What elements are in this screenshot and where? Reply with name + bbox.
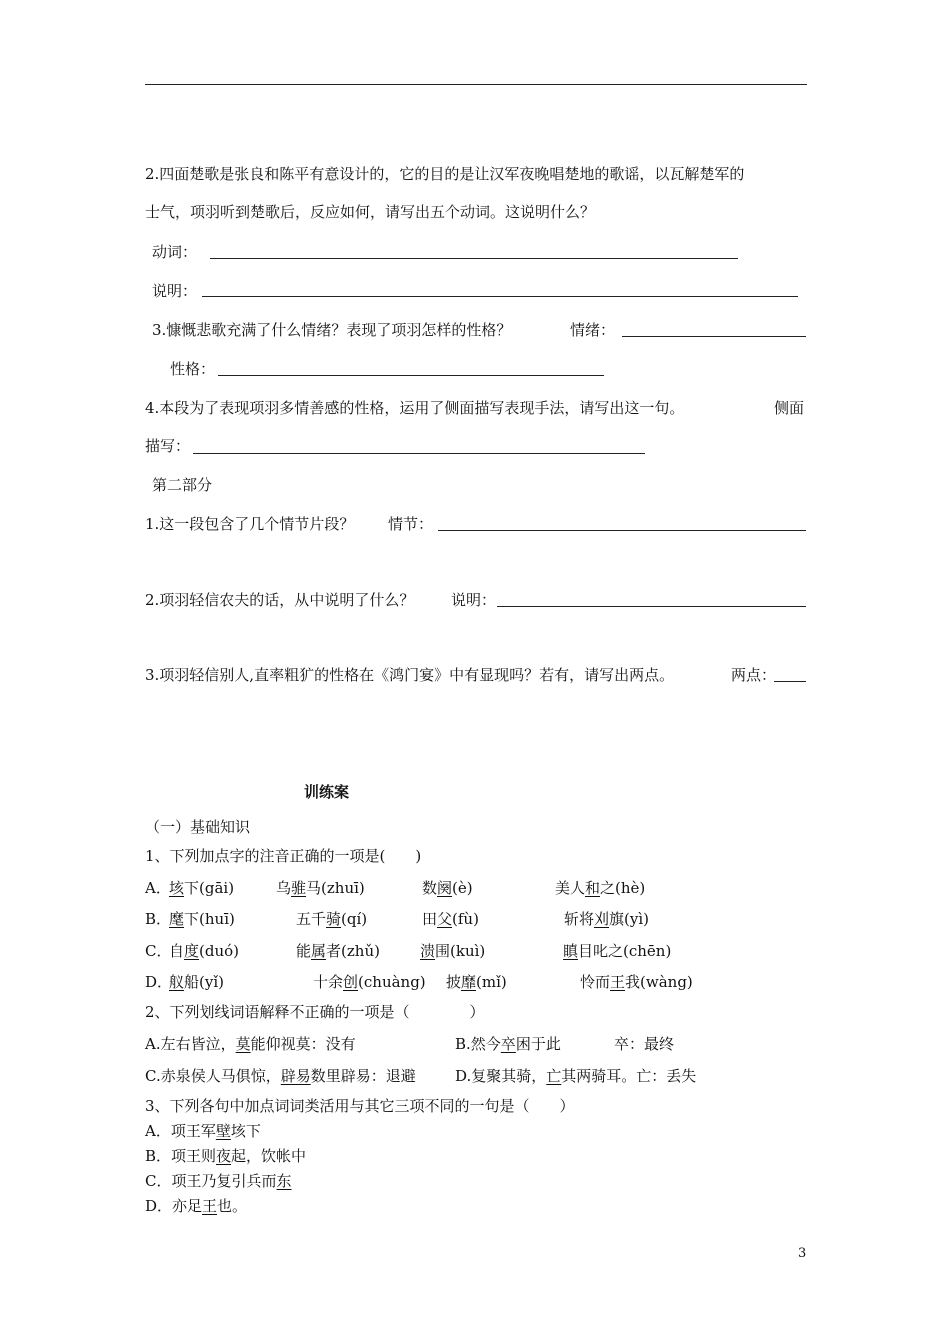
mc-q2-option-b[interactable]: B.然今卒困于此 xyxy=(455,1035,561,1053)
mc-q3-option-c[interactable]: C．项王乃复引兵而东 xyxy=(145,1172,292,1190)
option-item: 瞋目叱之(chēn) xyxy=(563,942,672,960)
option-item: 怜而王我(wàng) xyxy=(580,973,693,991)
part-2-question-3: 3.项羽轻信别人,直率粗犷的性格在《鸿门宴》中有显现吗？若有，请写出两点。 xyxy=(145,666,675,684)
mc-question-2-stem: 2、下列划线词语解释不正确的一项是（ ） xyxy=(145,1003,485,1021)
question-2-line-1: 2.四面楚歌是张良和陈平有意设计的，它的目的是让汉军夜晚唱楚地的歌谣，以瓦解楚军的 xyxy=(145,165,745,183)
mc-question-3-stem: 3、下列各句中加点词词类活用与其它三项不同的一句是（ ） xyxy=(145,1097,575,1115)
part-2-question-1: 1.这一段包含了几个情节片段？ xyxy=(145,515,355,533)
option-item: 乌骓马(zhuī) xyxy=(276,879,365,897)
mc-q3-option-b[interactable]: B．项王则夜起，饮帐中 xyxy=(145,1147,307,1165)
option-item: 自度(duó) xyxy=(169,942,240,960)
part-2-explain-label: 说明： xyxy=(451,591,497,609)
header-rule xyxy=(145,84,807,85)
question-4-line-2: 描写： xyxy=(145,437,191,455)
training-title: 训练案 xyxy=(304,783,350,801)
two-points-answer-blank[interactable] xyxy=(774,681,806,682)
basic-knowledge-heading: （一）基础知识 xyxy=(145,818,251,836)
option-item: 十余创(chuàng) xyxy=(313,973,426,991)
mc-q3-option-d[interactable]: D．亦足王也。 xyxy=(145,1197,248,1215)
explain-answer-blank[interactable] xyxy=(202,296,798,297)
mc-q2-option-b-explanation: 卒：最终 xyxy=(614,1035,675,1053)
plot-answer-blank[interactable] xyxy=(438,530,806,531)
mc-question-1-stem: 1、下列加点字的注音正确的一项是( ) xyxy=(145,847,422,865)
option-item: 数阕(è) xyxy=(422,879,473,897)
part-2-heading: 第二部分 xyxy=(152,476,213,494)
emotion-answer-blank[interactable] xyxy=(622,336,806,337)
verbs-answer-blank[interactable] xyxy=(210,258,738,259)
option-letter: A． xyxy=(145,879,171,897)
question-3-line: 3.慷慨悲歌充满了什么情绪？表现了项羽怎样的性格？ xyxy=(152,321,512,339)
option-item: 垓下(gāi) xyxy=(169,879,235,897)
character-answer-blank[interactable] xyxy=(218,375,604,376)
page-number: 3 xyxy=(798,1246,807,1261)
option-item: 能属者(zhǔ) xyxy=(296,942,380,960)
option-letter: B． xyxy=(145,910,172,928)
question-4-line-1: 4.本段为了表现项羽多情善感的性格，运用了侧面描写表现手法，请写出这一句。 xyxy=(145,399,685,417)
mc-q2-option-a[interactable]: A.左右皆泣，莫能仰视莫：没有 xyxy=(145,1035,356,1053)
option-item: 田父(fù) xyxy=(422,910,479,928)
option-item: 舣船(yǐ) xyxy=(169,973,224,991)
character-label: 性格： xyxy=(170,360,216,378)
part-2-question-2: 2.项羽轻信农夫的话，从中说明了什么？ xyxy=(145,591,415,609)
mc-q3-option-a[interactable]: A．项王军壁垓下 xyxy=(145,1122,261,1140)
option-item: 披靡(mǐ) xyxy=(446,973,507,991)
option-item: 斩将刈旗(yì) xyxy=(564,910,650,928)
option-item: 溃围(kuì) xyxy=(420,942,486,960)
emotion-label: 情绪： xyxy=(570,321,616,339)
option-item: 麾下(huī) xyxy=(169,910,235,928)
mc-q2-option-d[interactable]: D.复聚其骑，亡其两骑耳。亡：丢失 xyxy=(455,1067,697,1085)
option-item: 美人和之(hè) xyxy=(555,879,646,897)
side-description-label: 侧面 xyxy=(774,399,805,417)
verbs-label: 动词： xyxy=(152,243,198,261)
explain-label: 说明： xyxy=(152,282,198,300)
two-points-label: 两点： xyxy=(731,666,777,684)
option-letter: C． xyxy=(145,942,172,960)
option-letter: D． xyxy=(145,973,173,991)
mc-q2-option-c[interactable]: C.赤泉侯人马俱惊，辟易数里辟易：退避 xyxy=(145,1067,416,1085)
option-item: 五千骑(qí) xyxy=(296,910,368,928)
question-2-line-2: 士气，项羽听到楚歌后，反应如何，请写出五个动词。这说明什么？ xyxy=(145,203,596,221)
plot-label: 情节： xyxy=(388,515,434,533)
side-description-answer-blank[interactable] xyxy=(193,453,645,454)
part-2-explain-answer-blank[interactable] xyxy=(497,606,806,607)
